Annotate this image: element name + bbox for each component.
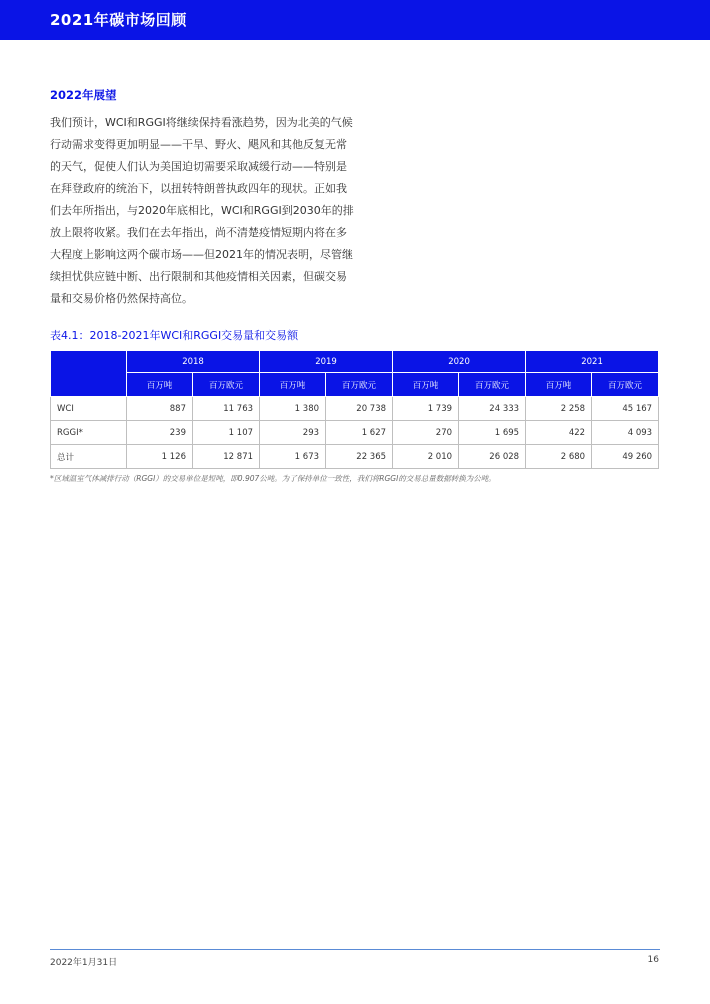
table-caption: 表4.1：2018-2021年WCI和RGGI交易量和交易额 (50, 329, 299, 342)
table-cell: 26 028 (459, 445, 526, 469)
footer-date: 2022年1月31日 (50, 958, 118, 968)
unit-header-volume: 百万吨 (127, 373, 193, 397)
table-cell: 422 (526, 421, 592, 445)
year-header-row (51, 351, 659, 373)
body-line: 的天气，促使人们认为美国迫切需要采取减缓行动——特别是 (50, 160, 347, 173)
table-cell: 293 (260, 421, 326, 445)
row-label: WCI (51, 397, 127, 421)
table-cell: 2 680 (526, 445, 592, 469)
table-cell: 12 871 (193, 445, 260, 469)
table-cell: 1 107 (193, 421, 260, 445)
table-cell: 22 365 (326, 445, 393, 469)
table-corner-cell (51, 351, 127, 397)
table-cell: 887 (127, 397, 193, 421)
body-line: 大程度上影响这两个碳市场——但2021年的情况表明，尽管继 (50, 248, 353, 261)
table-cell: 1 380 (260, 397, 326, 421)
unit-header-volume: 百万吨 (260, 373, 326, 397)
table-cell: 11 763 (193, 397, 260, 421)
table-cell: 270 (393, 421, 459, 445)
header-bar (0, 0, 710, 40)
unit-header-row (51, 373, 659, 397)
year-header: 2019 (260, 351, 393, 373)
body-line: 在拜登政府的统治下，以扭转特朗普执政四年的现状。正如我 (50, 182, 347, 195)
year-header: 2018 (127, 351, 260, 373)
row-label: RGGI* (51, 421, 127, 445)
table-cell: 1 627 (326, 421, 393, 445)
table-cell: 239 (127, 421, 193, 445)
table-cell: 49 260 (592, 445, 659, 469)
year-header: 2021 (526, 351, 659, 373)
section-heading: 2022年展望 (50, 88, 117, 102)
table-cell: 1 739 (393, 397, 459, 421)
year-header: 2020 (393, 351, 526, 373)
table-footnote: *区域温室气体减排行动（RGGI）的交易单位是短吨，即0.907公吨。为了保持单位一致性，我们将RGGI的交易总量数据转换为公吨。 (50, 474, 496, 483)
unit-header-value: 百万欧元 (592, 373, 659, 397)
table-cell: 1 673 (260, 445, 326, 469)
body-line: 量和交易价格仍然保持高位。 (50, 292, 193, 305)
page-header-title: 2021年碳市场回顾 (50, 11, 187, 29)
table-cell: 2 258 (526, 397, 592, 421)
body-line: 我们预计，WCI和RGGI将继续保持看涨趋势，因为北美的气候 (50, 116, 353, 129)
table-cell: 1 695 (459, 421, 526, 445)
body-line: 们去年所指出，与2020年底相比，WCI和RGGI到2030年的排 (50, 204, 354, 217)
unit-header-value: 百万欧元 (326, 373, 393, 397)
body-line: 放上限将收紧。我们在去年指出，尚不清楚疫情短期内将在多 (50, 226, 347, 239)
table-cell: 4 093 (592, 421, 659, 445)
unit-header-value: 百万欧元 (193, 373, 260, 397)
table-row-wci (51, 397, 659, 421)
table-cell: 2 010 (393, 445, 459, 469)
table-cell: 1 126 (127, 445, 193, 469)
trading-volume-table (50, 350, 659, 469)
table-cell: 20 738 (326, 397, 393, 421)
row-label: 总计 (51, 445, 127, 469)
body-line: 行动需求变得更加明显——干旱、野火、飓风和其他反复无常 (50, 138, 347, 151)
unit-header-volume: 百万吨 (393, 373, 459, 397)
table-cell: 24 333 (459, 397, 526, 421)
table-cell: 45 167 (592, 397, 659, 421)
body-line: 续担忧供应链中断、出行限制和其他疫情相关因素，但碳交易 (50, 270, 347, 283)
table-row-total (51, 445, 659, 469)
unit-header-value: 百万欧元 (459, 373, 526, 397)
table-row-rggi (51, 421, 659, 445)
body-paragraph (50, 112, 354, 310)
unit-header-volume: 百万吨 (526, 373, 592, 397)
footer-divider (50, 949, 660, 950)
page-number: 16 (647, 955, 659, 965)
